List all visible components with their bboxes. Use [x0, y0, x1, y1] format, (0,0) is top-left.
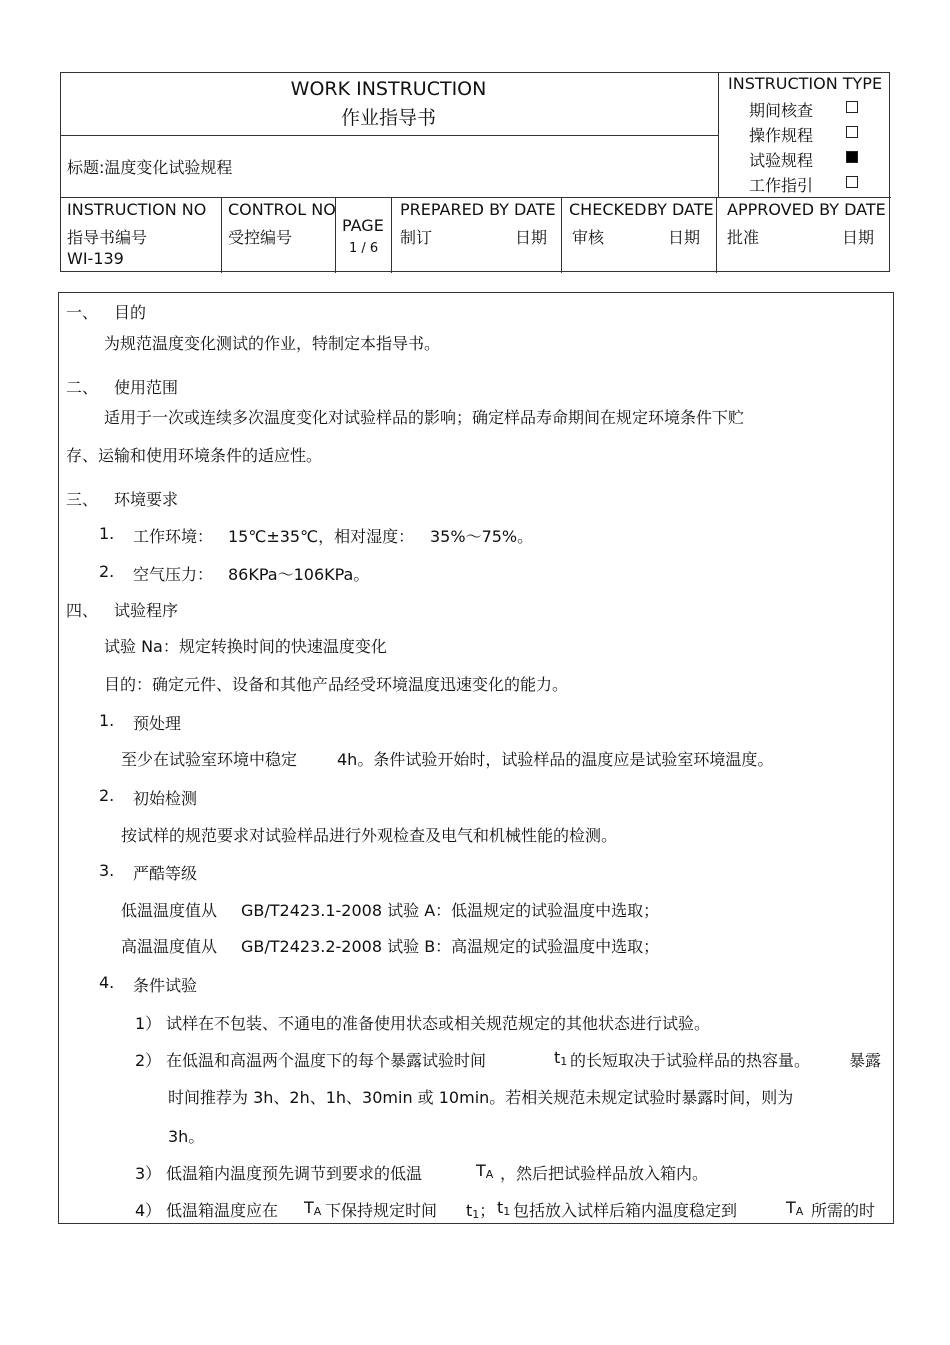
list-text: 35%～75%。: [430, 527, 534, 546]
checkbox-unchecked-icon[interactable]: [846, 126, 858, 138]
paragraph: 高温温度值从: [121, 937, 218, 956]
checkbox-unchecked-icon[interactable]: [846, 176, 858, 188]
list-number: 1.: [99, 524, 115, 543]
approved-label: APPROVED BY DATE: [727, 200, 886, 219]
divider: [61, 135, 718, 136]
paragraph: 按试样的规范要求对试验样品进行外观检查及电气和机械性能的检测。: [121, 826, 618, 845]
section-title: 试验程序: [114, 601, 179, 620]
paragraph: 在低温和高温两个温度下的每个暴露试验时间: [166, 1051, 487, 1070]
instruction-no-label: INSTRUCTION NO: [67, 200, 207, 219]
paragraph: 适用于一次或连续多次温度变化对试验样品的影响；确定样品寿命期间在规定环境条件下贮: [104, 408, 745, 427]
paragraph: 4h。条件试验开始时，试验样品的温度应是试验室环境温度。: [337, 750, 774, 769]
approved-label-cn: 批准: [727, 228, 760, 247]
paragraph: 存、运输和使用环境条件的适应性。: [66, 446, 323, 465]
section-title: 环境要求: [114, 490, 179, 509]
doc-subject: 标题:温度变化试验规程: [67, 158, 233, 177]
instruction-no-label-cn: 指导书编号: [67, 228, 148, 247]
instruction-no-value: WI-139: [67, 249, 124, 268]
sub-list-number: 4）: [135, 1201, 162, 1220]
section-number: 三、: [66, 490, 99, 509]
list-title: 严酷等级: [133, 864, 198, 883]
paragraph: 包括放入试样后箱内温度稳定到: [513, 1201, 738, 1220]
list-number: 3.: [99, 861, 115, 880]
paragraph: 暴露: [849, 1051, 882, 1070]
control-no-label: CONTROL NO: [228, 200, 336, 219]
prepared-label: PREPARED BY DATE: [400, 200, 556, 219]
list-text: 空气压力：: [133, 565, 214, 584]
paragraph: 所需的时: [811, 1201, 876, 1220]
paragraph: 试验 Na：规定转换时间的快速温度变化: [104, 637, 387, 656]
paragraph: 目的：确定元件、设备和其他产品经受环境温度迅速变化的能力。: [104, 675, 569, 694]
divider: [561, 197, 562, 273]
control-no-label-cn: 受控编号: [228, 228, 293, 247]
doc-title-en: WORK INSTRUCTION: [290, 78, 487, 100]
paragraph: ，然后把试验样品放入箱内。: [500, 1164, 709, 1183]
checked-label-cn: 审核: [572, 228, 605, 247]
divider: [716, 197, 717, 273]
paragraph: 低温箱内温度预先调节到要求的低温: [166, 1164, 423, 1183]
list-number: 2.: [99, 786, 115, 805]
paragraph: 的长短取决于试验样品的热容量。: [570, 1051, 811, 1070]
type-option-label: 试验规程: [749, 151, 814, 170]
paragraph: 试样在不包装、不通电的准备使用状态或相关规范规定的其他状态进行试验。: [166, 1014, 711, 1033]
checkbox-unchecked-icon[interactable]: [846, 101, 858, 113]
list-title: 预处理: [133, 714, 182, 733]
doc-title-cn: 作业指导书: [340, 107, 436, 129]
symbol-text: TA: [304, 1198, 322, 1218]
checked-date-label-cn: 日期: [668, 228, 701, 247]
divider: [718, 73, 719, 197]
prepared-label-cn: 制订: [400, 228, 433, 247]
list-number: 2.: [99, 562, 115, 581]
symbol-text: t1: [554, 1048, 568, 1068]
instruction-type-label: INSTRUCTION TYPE: [728, 74, 883, 93]
checkbox-checked-icon[interactable]: [846, 151, 858, 163]
paragraph: 时间推荐为 3h、2h、1h、30min 或 10min。若相关规范未规定试验时暴露时间，则为: [168, 1088, 794, 1107]
paragraph: GB/T2423.1-2008 试验 A：低温规定的试验温度中选取；: [241, 901, 660, 920]
list-number: 1.: [99, 711, 115, 730]
type-option-label: 期间核查: [749, 101, 814, 120]
paragraph: GB/T2423.2-2008 试验 B：高温规定的试验温度中选取；: [241, 937, 660, 956]
symbol-text: TA: [786, 1198, 804, 1218]
page-label: PAGE: [342, 216, 384, 235]
list-number: 4.: [99, 973, 115, 992]
list-title: 初始检测: [133, 789, 198, 808]
paragraph: 为规范温度变化测试的作业，特制定本指导书。: [104, 334, 441, 353]
list-text: 工作环境：: [133, 527, 214, 546]
paragraph: 下保持规定时间: [325, 1201, 438, 1220]
type-option-label: 工作指引: [749, 176, 814, 195]
list-text: 15℃±35℃，相对湿度：: [228, 527, 415, 546]
symbol-text: t1: [497, 1198, 511, 1218]
section-title: 使用范围: [114, 378, 179, 397]
sub-list-number: 3）: [135, 1164, 162, 1183]
paragraph: 低温箱温度应在: [166, 1201, 279, 1220]
section-number: 一、: [66, 303, 99, 322]
section-number: 四、: [66, 601, 99, 620]
sub-list-number: 2）: [135, 1051, 162, 1070]
checked-by-date-label: BY DATE: [647, 200, 714, 219]
list-title: 条件试验: [133, 976, 198, 995]
approved-date-label-cn: 日期: [842, 228, 875, 247]
prepared-date-label-cn: 日期: [515, 228, 548, 247]
paragraph: 低温温度值从: [121, 901, 218, 920]
symbol-text: t1；: [466, 1201, 496, 1221]
paragraph: 至少在试验室环境中稳定: [121, 750, 298, 769]
divider: [391, 197, 392, 273]
paragraph: 3h。: [168, 1127, 205, 1146]
divider: [61, 197, 891, 198]
sub-list-number: 1）: [135, 1014, 162, 1033]
symbol-text: TA: [476, 1161, 494, 1181]
page-value: 1 / 6: [349, 241, 379, 256]
type-option-label: 操作规程: [749, 126, 814, 145]
section-title: 目的: [114, 303, 147, 322]
checked-label: CHECKED: [569, 200, 647, 219]
divider: [221, 197, 222, 273]
list-text: 86KPa～106KPa。: [228, 565, 370, 584]
section-number: 二、: [66, 378, 99, 397]
